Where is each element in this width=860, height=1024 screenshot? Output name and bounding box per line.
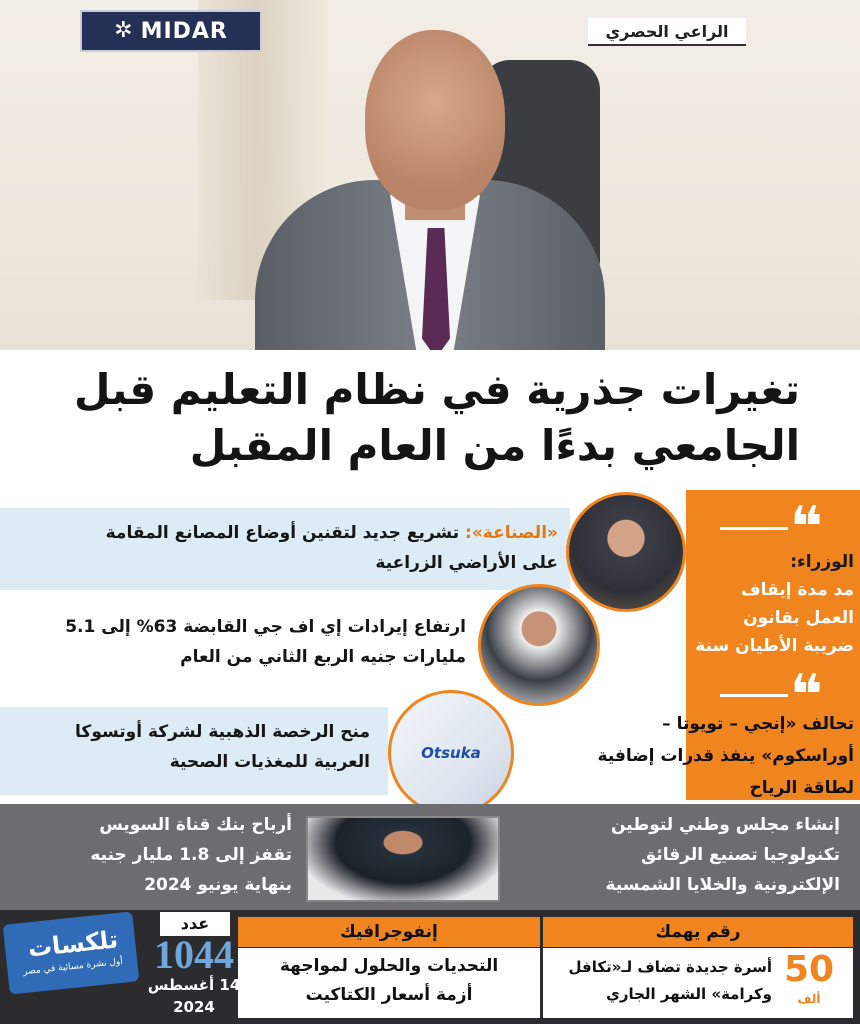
news-line: [0, 518, 558, 548]
divider-line: [720, 694, 788, 697]
news-line: العربية للمغذيات الصحية: [169, 752, 370, 772]
highlight-unit: ألف: [797, 992, 821, 1006]
highlight-number: 50: [783, 949, 835, 990]
sponsor-logo: [80, 10, 262, 52]
minister-photo: [566, 492, 686, 612]
main-headline: [0, 350, 860, 486]
sidebar-item-line: العمل بقانون: [743, 608, 854, 628]
sidebar-item-wind-energy[interactable]: [560, 708, 854, 804]
banker-photo: [306, 816, 500, 902]
news-line: تقفز إلى 1.8 مليار جنيه: [90, 845, 292, 865]
headline-line-1: تغيرات جذرية في نظام التعليم قبل: [73, 365, 800, 414]
news-line: الإلكترونية والخلايا الشمسية: [605, 875, 840, 895]
issue-label: عدد: [160, 912, 230, 936]
issue-date: 14 أغسطس: [147, 976, 241, 994]
portrait-head: [365, 30, 505, 210]
sidebar-item-line: ضريبة الأطيان سنة: [695, 636, 854, 656]
news-line: منح الرخصة الذهبية لشركة أوتسوكا: [75, 722, 370, 742]
sponsor-brand: MIDAR: [140, 18, 228, 44]
otsuka-logo: Otsuka: [421, 744, 481, 762]
news-line: إنشاء مجلس وطني لتوطين: [610, 815, 840, 835]
brand-name: تلكسات: [26, 925, 120, 963]
sidebar-item-line: تحالف «إنجي – تويوتا –: [662, 714, 854, 734]
hero-photo: [0, 0, 860, 350]
news-prefix: «الصناعة»:: [465, 523, 558, 543]
sidebar-item-ministers[interactable]: [686, 548, 854, 660]
news-line: بنهاية يونيو 2024: [144, 875, 292, 895]
infographic-description[interactable]: [245, 952, 533, 1010]
midar-star-icon: ✲: [114, 18, 133, 43]
news-line: مليارات جنيه الربع الثاني من العام: [180, 647, 466, 667]
news-line: ارتفاع إيرادات إي اف جي القابضة 63% إلى 5.1: [65, 617, 466, 637]
sponsor-label: الراعي الحصري: [605, 21, 729, 41]
brand-tagline: أول نشرة مسائية في مصر: [22, 956, 124, 978]
tab-number-matters[interactable]: رقم يهمك: [543, 917, 853, 947]
infographic-line: التحديات والحلول لمواجهة: [279, 956, 499, 976]
divider-line: [720, 527, 788, 530]
number-description[interactable]: [550, 954, 772, 1008]
news-item-efg[interactable]: [0, 604, 478, 682]
news-item-semiconductor-council[interactable]: [520, 810, 840, 900]
issue-number: 1044: [154, 932, 234, 977]
news-item-industry[interactable]: [0, 508, 570, 590]
otsuka-building-photo: [388, 690, 514, 816]
news-line: على الأراضي الزراعية: [375, 553, 558, 573]
headline-line-2: الجامعي بدءًا من العام المقبل: [189, 421, 800, 470]
number-line: أسرة جديدة تضاف لـ«تكافل: [568, 958, 772, 976]
executive-photo: [478, 584, 600, 706]
sidebar-item-line: أوراسكوم» ينفذ قدرات إضافية: [597, 746, 854, 766]
quote-icon: ❝: [790, 663, 823, 728]
infographic-line: أزمة أسعار الكتاكيت: [305, 985, 473, 1005]
sidebar-item-line: لطاقة الرياح: [749, 778, 854, 798]
sidebar-item-line: مد مدة إيقاف: [740, 580, 854, 600]
news-line: أرباح بنك قناة السويس: [99, 815, 292, 835]
news-line: تكنولوجيا تصنيع الرقائق: [641, 845, 840, 865]
tab-infographic[interactable]: إنفوجرافيك: [238, 917, 540, 947]
news-item-otsuka[interactable]: [0, 707, 388, 795]
news-item-suez-canal-bank[interactable]: [40, 810, 292, 900]
issue-year: 2024: [173, 998, 215, 1016]
sponsor-label-tab: [588, 18, 746, 46]
sidebar-item-label: الوزراء:: [790, 552, 854, 572]
quote-icon: ❝: [790, 495, 823, 560]
news-text: تشريع جديد لتقنين أوضاع المصانع المقامة: [105, 523, 460, 543]
number-line: وكرامة» الشهر الجاري: [606, 985, 772, 1003]
